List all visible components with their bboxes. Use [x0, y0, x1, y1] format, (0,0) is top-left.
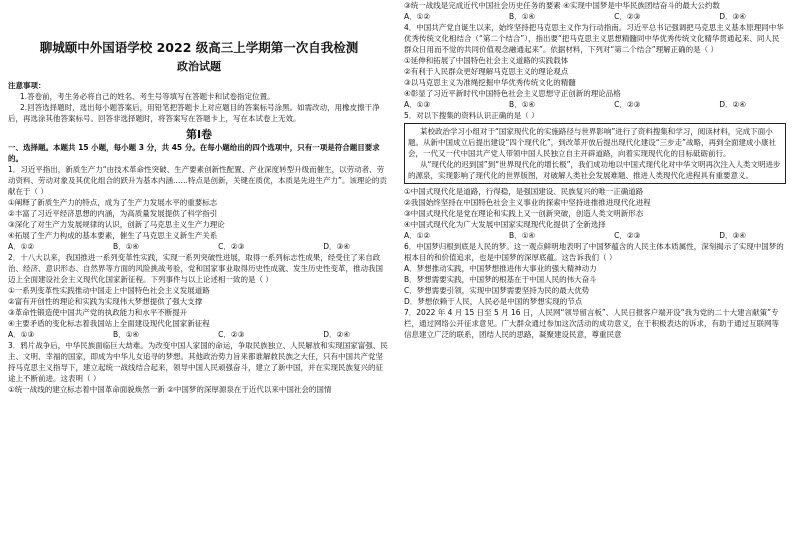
q5-material-2: 从“现代化的迟到国”到“世界现代化的增长极”，我们成功地以中国式现代化对中华文明再次注入人类文明进步的源泉，实现影响了现代化的世界版图，对破解人类社会发展难题、推进人类现代化进程具有重要意义。 [408, 160, 781, 180]
q3-choice-b[interactable]: B．①④ [509, 12, 536, 21]
q4-option-1: ①延伸和拓展了中国特色社会主义道路的实践载体 [404, 56, 569, 65]
q2-option-2: ②富有开创性的理论和实践为实现伟大梦想提供了强大支撑 [8, 297, 203, 306]
q5-option-4: ④中国式现代化为广大发展中国家实现现代化提供了全新选择 [404, 220, 606, 229]
q6-stem: 6．中国梦归根到底是人民的梦。这一观点鲜明地表明了中国梦蕴含的人民主体本质属性，深刻揭示了实现中国梦的根本目的和价值追求，也是中国梦的深厚底蕴。这告诉我们（ ） [404, 242, 784, 262]
q3-option-cont: ③统一战线是完成近代中国社会历史任务的要素 ④实现中国梦是中华民族团结奋斗的最大公约数 [404, 1, 720, 10]
q5-choices [404, 230, 786, 241]
q3-option-1: ①统一战线的建立标志着中国革命面貌焕然一新 ②中国梦的深厚源泉在于近代以来中国社会的国情 [8, 385, 332, 394]
q4-option-2: ②有利于人民群众更好理解马克思主义的理论观点 [404, 67, 569, 76]
q6-option-c[interactable]: C．梦想需要引领，实现中国梦需要坚持为民的最大优势 [404, 286, 590, 295]
q4-choices [404, 99, 786, 110]
q2-choice-a[interactable]: A．①③ [8, 330, 35, 339]
right-column [404, 0, 786, 560]
notice-2: 2.回答选择题时，选出每小题答案后，用铅笔把答题卡上对应题目的答案标号涂黑。如需改动，用橡皮擦干净后，再选涂其他答案标号。回答非选择题时，将答案写在答题卡上，写在本试卷上无效。 [8, 103, 380, 123]
q5-material-1: 某校政治学习小组对于“国家现代化的实施路径与世界影响”进行了资料搜集和学习，阅读材料，完成下面小题。从新中国成立后提出建设“四个现代化”，到改革开放后提出现代化建设“三步走”战略，再到全面建成小康社会，一代又一代中国共产党人带领中国人民独立自主开辟道路，向着实现现代化的目标砥砺前行。 [408, 127, 777, 158]
q3-stem: 3．鸦片战争后，中华民族面临巨大劫难。为改变中国人家国的命运，争取民族独立、人民解放和实现国家富强、民主、文明、幸福的国家，即成为中华儿女追寻的梦想。其他政治势力旨来都谁解救民族之大任，只有中国共产党坚持马克思主义指导下，建立起统一战线结合起来，领导中国人民顽强奋斗，建立了新中国，并在实现民族复兴的征途上不断前进。这表明（ ） [8, 341, 388, 383]
page-subtitle: 政治试题 [177, 60, 221, 73]
q2-option-4: ④主要矛盾的变化标志着我国站上全面建设现代化国家新征程 [8, 319, 210, 328]
q4-choice-b[interactable]: B．①④ [509, 100, 536, 109]
q4-stem: 4．中国共产党自诞生以来，始终坚持把马克思主义作为行动指南。习近平总书记强调把马克思主义基本原理同中华优秀传统文化相结合（“第二个结合”），指出要“把马克思主义思想精髓同中华优秀传统文化精华贯通起来、同人民群众日用而不觉的共同价值观念融通起来”。依据材料，下列对“第二个结合”理解正确的是（ ） [404, 23, 784, 54]
q1-option-2: ②丰富了习近平经济思想的内涵，为高质量发展提供了科学指引 [8, 209, 218, 218]
q6-option-a[interactable]: A．梦想推动实践，中国梦想推进伟大事业的强大精神动力 [404, 264, 597, 273]
q2-choice-d[interactable]: D．②④ [323, 330, 350, 339]
q1-option-1: ①阐释了新质生产力的特点，成为了生产力发展水平的重要标志 [8, 198, 218, 207]
q1-choice-b[interactable]: B．①④ [113, 242, 140, 251]
q5-option-1: ①中国式现代化是道路，行得稳，是强国建设、民族复兴的唯一正确道路 [404, 187, 644, 196]
q5-option-3: ③中国式现代化是党在理论和实践上又一创新突破，创造人类文明新形态 [404, 209, 644, 218]
q3-choice-c[interactable]: C．②③ [614, 12, 641, 21]
section-heading: 第Ⅰ卷 [185, 128, 213, 141]
q4-choice-c[interactable]: C．②③ [614, 100, 641, 109]
q2-option-3: ③革命性锻造使中国共产党的执政能力和水平不断提升 [8, 308, 188, 317]
q4-option-4: ④彰显了习近平新时代中国特色社会主义思想守正创新的理论品格 [404, 89, 621, 98]
q4-option-3: ③以马克思主义为准绳挖掘中华优秀传统文化的精髓 [404, 78, 576, 87]
left-column [8, 0, 390, 560]
q2-stem: 2．十八大以来，我国推进一系列变革性实践，实现一系列突破性进展，取得一系列标志性成果，经受住了来自政治、经济、意识形态、自然界等方面的风险挑战考验，党和国家事业取得历史性成就、发生历史性变革，推动我国迈上全面建设社会主义现代化国家新征程。下列事件与以上论述相一致的是（ ） [8, 253, 383, 284]
page-title: 聊城颐中外国语学校 2022 级高三上学期第一次自我检测 [39, 40, 359, 55]
q4-choice-a[interactable]: A．①③ [404, 100, 431, 109]
notice-1: 1.答卷前，考生务必将自己的姓名、考生号等填写在答题卡和试卷指定位置。 [20, 92, 275, 101]
q5-option-2: ②我国始终坚持在中国特色社会主义事业的探索中坚持进推推进现代化进程 [404, 198, 651, 207]
q1-option-3: ③深化了对生产力发展规律的认识，创新了马克思主义生产力理论 [8, 220, 225, 229]
q3-choices [404, 11, 786, 22]
q1-option-4: ④拓展了生产力构成的基本要素，催生了马克思主义新生产关系 [8, 231, 218, 240]
q3-choice-a[interactable]: A．①② [404, 12, 431, 21]
q5-choice-d[interactable]: D．③④ [719, 231, 746, 240]
q2-choices [8, 329, 390, 340]
q5-choice-a[interactable]: A．①② [404, 231, 431, 240]
q1-choices [8, 241, 390, 252]
q3-choice-d[interactable]: D．③④ [719, 12, 746, 21]
q7-stem: 7．2022 年 4 月 15 日至 5 月 16 日，人民网“领导留言板”、人民日报客户端开设“我为党的二十大建言献策”专栏，通过网络公开征求意见。广大群众通过参加这次活动的成功意义，在于积极表达的诉求，有助于通过互联网等信息建立广泛的联系，团结人民的思路，凝聚建设民意，尊重民意 [404, 308, 779, 339]
q6-option-d[interactable]: D．梦想依赖于人民，人民必是中国的梦想实现的节点 [404, 297, 583, 306]
q2-choice-c[interactable]: C．②③ [218, 330, 245, 339]
q2-option-1: ①一系列变革性实践推动中国走上中国特色社会主义发展道路 [8, 286, 210, 295]
q5-choice-b[interactable]: B．①④ [509, 231, 536, 240]
q1-choice-c[interactable]: C．②③ [218, 242, 245, 251]
q1-choice-d[interactable]: D．③④ [323, 242, 350, 251]
notice-heading: 注意事项： [8, 81, 46, 90]
q5-material-box [404, 123, 786, 184]
instruction: 一、选择题。本题共 15 小题，每小题 3 分，共 45 分。在每小题给出的四个选项中，只有一项是符合题目要求的。 [8, 143, 380, 163]
q1-stem: 1．习近平指出，新质生产力“由技术革命性突破、生产要素创新性配置、产业深度转型升级而催生，以劳动者、劳动资料、劳动对象及其优化组合的跃升为基本内涵……特点是创新，关键在质优，本质是先进生产力”。该理论的贡献在于（ ） [8, 165, 387, 196]
q2-choice-b[interactable]: B．①④ [113, 330, 140, 339]
q6-option-b[interactable]: B．梦想需要实践，中国梦的根基在于中国人民的伟大奋斗 [404, 275, 597, 284]
q5-stem: 5．对以下搜集的资料认识正确的是（ ） [404, 111, 539, 120]
q4-choice-d[interactable]: D．②④ [719, 100, 746, 109]
q5-choice-c[interactable]: C．②③ [614, 231, 641, 240]
q1-choice-a[interactable]: A．①② [8, 242, 35, 251]
